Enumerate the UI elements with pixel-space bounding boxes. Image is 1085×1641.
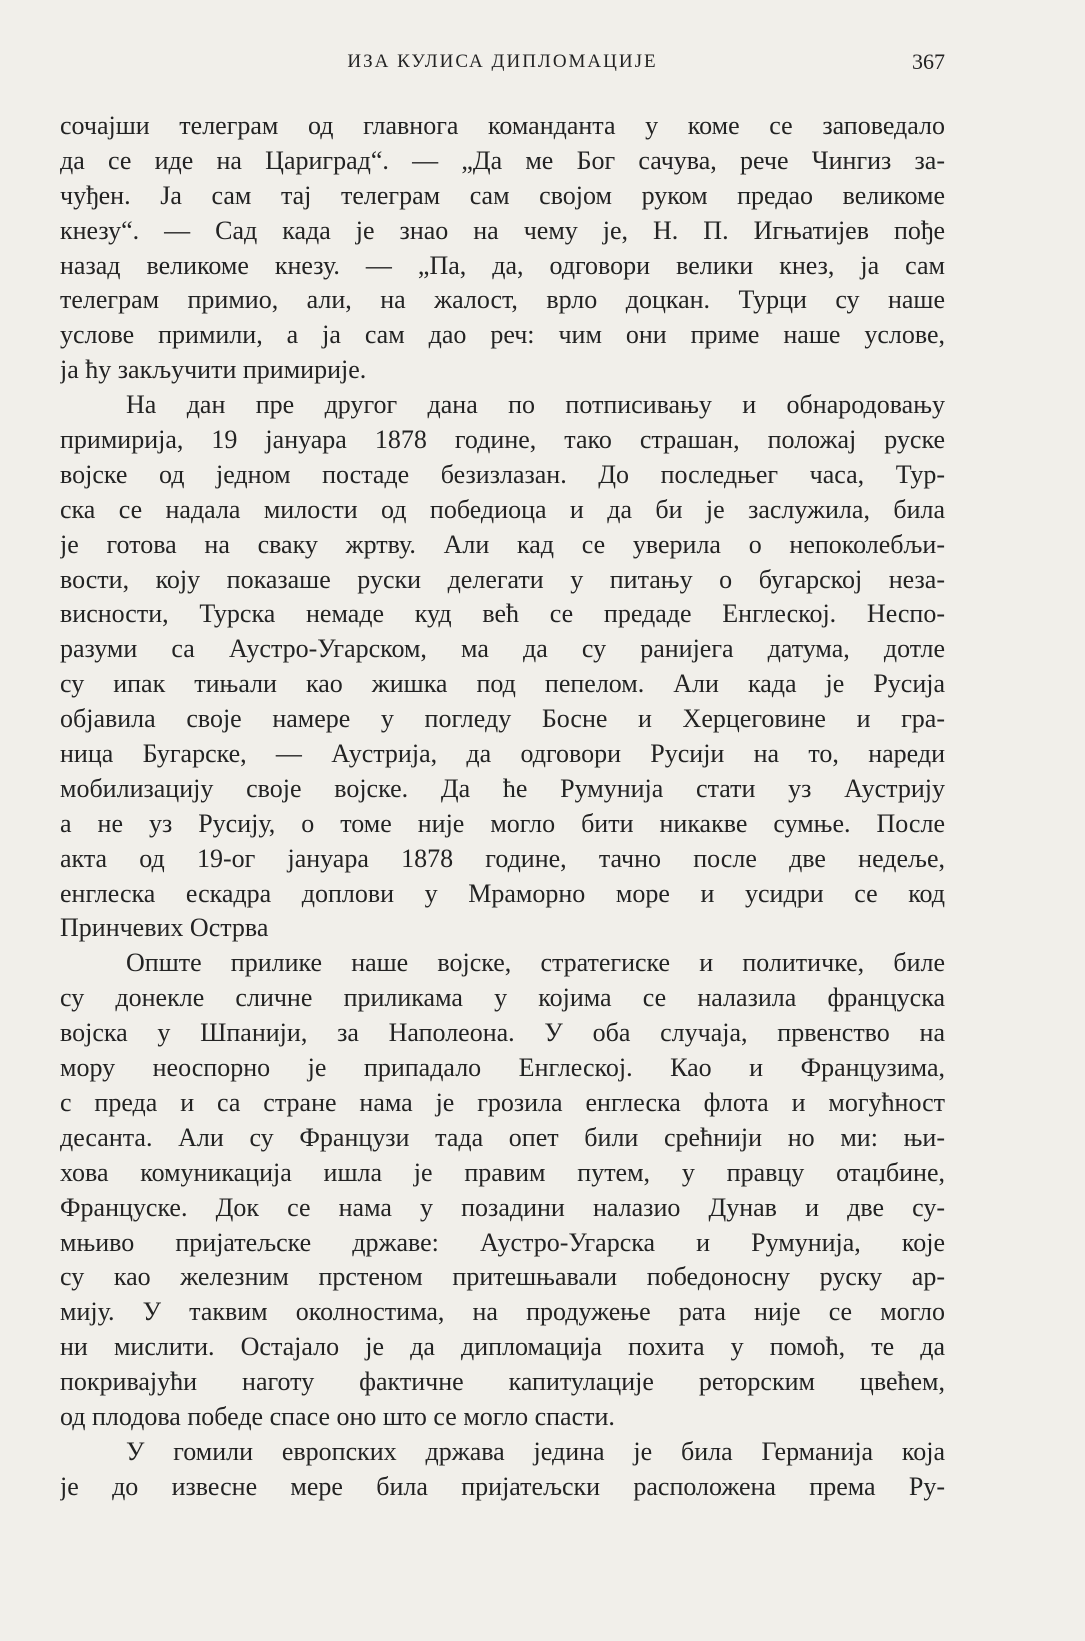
- text-line: телеграм примио, али, на жалост, врло доцкан. Турци су наше: [60, 285, 945, 315]
- text-line: с преда и са стране нама је грозила енглеска флота и могућност: [60, 1087, 945, 1117]
- text-line: услове примили, а ја сам дао реч: чим они приме наше услове,: [60, 320, 945, 350]
- text-line: сочајши телеграм од главнога команданта у коме се заповедало: [60, 111, 945, 140]
- text-line: назад великоме кнезу. — „Па, да, одговори велики кнез, ја сам: [60, 250, 945, 280]
- text-line: примирија, 19 јануара 1878 године, тако страшан, положај руске: [60, 425, 945, 455]
- text-line: вости, коју показаше руски делегати у питању о бугарској неза-: [60, 564, 945, 594]
- text-line: су ипак тињали као жишка под пепелом. Али када је Русија: [60, 669, 945, 699]
- text-line: ни мислити. Остајало је да дипломација похита у помоћ, те да: [60, 1332, 945, 1362]
- text-line: војске од једном постаде безизлазан. До последњег часа, Тур-: [60, 459, 945, 489]
- text-line: мњиво пријатељске државе: Аустро-Угарска и Румунија, које: [60, 1227, 945, 1257]
- text-line: су као железним прстеном притешњавали победоносну руску ар-: [60, 1262, 945, 1292]
- text-line: десанта. Али су Французи тада опет били срећнији но ми: њи-: [60, 1122, 945, 1152]
- text-line: мору неоспорно је припадало Енглеској. Као и Французима,: [60, 1053, 945, 1083]
- text-line: акта од 19-ог јануара 1878 године, тачно после две недеље,: [60, 843, 945, 873]
- page-number: 367: [912, 49, 945, 74]
- text-line: је готова на сваку жртву. Али кад се уверила о непоколебљи-: [60, 529, 945, 559]
- text-line: ница Бугарске, — Аустрија, да одговори Русији на то, нареди: [60, 739, 945, 769]
- text-line: На дан пре другог дана по потписивању и обнародовању: [126, 390, 945, 420]
- text-line: Опште прилике наше војске, стратегиске и политичке, биле: [126, 948, 945, 978]
- text-line: покривајући наготу фактичне капитулације реторским цвећем,: [60, 1367, 945, 1397]
- text-line: је до извесне мере била пријатељски расположена према Ру-: [60, 1471, 945, 1501]
- text-line: Француске. Док се нама у позадини налазио Дунав и две су-: [60, 1192, 945, 1222]
- text-line: а не уз Русију, о томе није могло бити никакве сумње. После: [60, 808, 945, 838]
- text-line: су донекле сличне приликама у којима се налазила француска: [60, 983, 945, 1013]
- text-line: мобилизацију своје војске. Да ће Румунија стати уз Аустрију: [60, 773, 945, 803]
- text-line: војска у Шпанији, за Наполеона. У оба случаја, првенство на: [60, 1018, 945, 1048]
- body-text: [60, 109, 945, 1505]
- text-line: чуђен. Ја сам тај телеграм сам својом руком предао великоме: [60, 180, 945, 210]
- text-line: кнезу“. — Сад када је знао на чему је, Н. П. Игњатијев пође: [60, 215, 945, 245]
- text-line: од плодова победе спасе оно што се могло спасти.: [60, 1401, 615, 1431]
- text-line: хова комуникација ишла је правим путем, у правцу отаџбине,: [60, 1157, 945, 1187]
- text-line: мију. У таквим околностима, на продужење рата није се могло: [60, 1297, 945, 1327]
- running-title: ИЗА КУЛИСА ДИПЛОМАЦИЈЕ: [347, 51, 658, 72]
- text-line: енглеска ескадра доплови у Мраморно море и усидри се код: [60, 878, 945, 908]
- text-line: Принчевих Острва: [60, 913, 269, 943]
- text-line: да се иде на Цариград“. — „Да ме Бог сачува, рече Чингиз за-: [60, 145, 945, 175]
- running-head: [60, 49, 945, 79]
- text-line: разуми са Аустро-Угарском, ма да су ранијега датума, дотле: [60, 634, 945, 664]
- text-line: висности, Турска немаде куд већ се предаде Енглеској. Неспо-: [60, 599, 945, 629]
- text-line: ја ћу закључити примирије.: [60, 355, 367, 385]
- text-line: ска се надала милости од победиоца и да би је заслужила, била: [60, 494, 945, 524]
- text-line: У гомили европских држава једина је била Германија која: [126, 1436, 945, 1466]
- text-line: објавила своје намере у погледу Босне и Херцеговине и гра-: [60, 704, 945, 734]
